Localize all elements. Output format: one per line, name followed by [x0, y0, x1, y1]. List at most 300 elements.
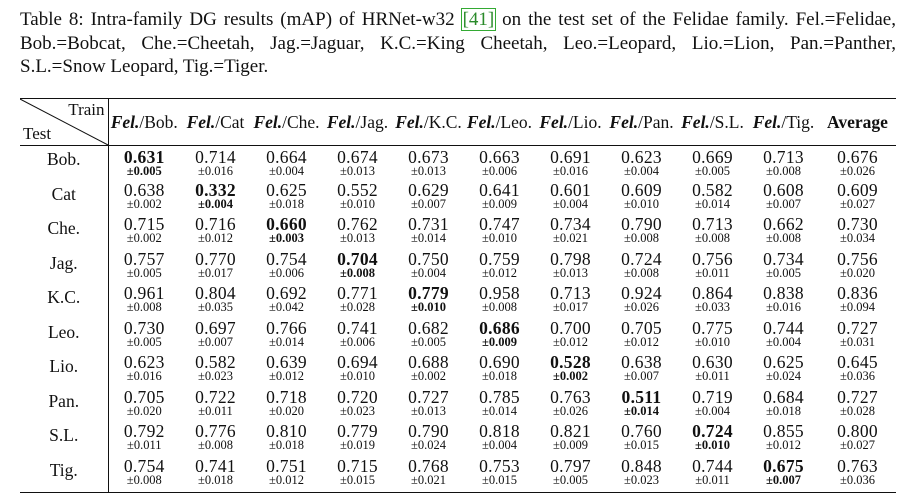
map-value: 0.779: [337, 421, 378, 441]
result-cell: [108, 179, 180, 217]
std-value: ±0.026: [624, 300, 659, 314]
result-cell: [251, 179, 322, 217]
result-cell: [322, 179, 393, 217]
std-value: ±0.009: [482, 196, 517, 211]
std-value: ±0.009: [482, 334, 517, 349]
map-value: 0.625: [763, 352, 804, 372]
map-value: 0.691: [550, 147, 591, 167]
std-value: ±0.004: [553, 196, 588, 211]
average-cell: [819, 386, 896, 424]
std-value: ±0.010: [482, 231, 517, 245]
table-caption: [20, 8, 896, 79]
result-cell: [677, 248, 748, 286]
result-cell: [251, 455, 322, 493]
map-value: 0.601: [550, 179, 591, 200]
map-value: 0.747: [479, 214, 520, 234]
std-value: ±0.008: [198, 438, 233, 452]
std-value: ±0.003: [269, 231, 304, 245]
std-value: ±0.020: [840, 265, 875, 280]
result-cell: [108, 354, 180, 389]
map-value: 0.779: [408, 283, 449, 303]
row-header: Leo.: [20, 320, 108, 355]
map-value: 0.744: [692, 455, 733, 476]
map-value: 0.663: [479, 147, 520, 167]
citation-link[interactable]: [41]: [462, 9, 495, 30]
caption-text-after: on the test set of the Felidae family. Fel.=Felidae, Bob.=Bobcat, Che.=Cheetah, Jag.=Jaguar, K.C.=King Cheetah, Leo.=Leopard, Lio.=Lion, Pan.=Panther, S.L.=Snow Leopard, Tig.=Tiger.: [20, 9, 896, 77]
result-cell: [322, 146, 393, 182]
std-value: ±0.013: [553, 265, 588, 280]
map-value: 0.552: [337, 179, 378, 200]
result-cell: [108, 248, 180, 286]
map-value: 0.924: [621, 283, 662, 303]
table-row: [20, 251, 896, 286]
map-value: 0.753: [479, 455, 520, 476]
result-cell: [251, 317, 322, 355]
col-header-average: Average: [827, 111, 888, 132]
std-value: ±0.005: [126, 164, 162, 178]
result-cell: [748, 285, 819, 320]
std-value: ±0.018: [269, 438, 304, 452]
table-row: [20, 458, 896, 493]
std-value: ±0.008: [482, 300, 517, 314]
result-cell: [535, 354, 606, 389]
result-cell: [677, 423, 748, 458]
std-value: ±0.004: [624, 164, 659, 178]
map-value: 0.800: [837, 421, 878, 441]
row-header: Pan.: [20, 389, 108, 424]
std-value: ±0.008: [766, 231, 801, 245]
std-value: ±0.004: [695, 403, 730, 418]
std-value: ±0.015: [340, 472, 375, 487]
std-value: ±0.008: [126, 300, 162, 314]
result-cell: [393, 285, 464, 320]
std-value: ±0.005: [553, 472, 588, 487]
map-value: 0.751: [266, 455, 307, 476]
std-value: ±0.013: [411, 164, 446, 178]
result-cell: [180, 248, 251, 286]
result-cell: [322, 216, 393, 251]
row-header: Cat: [20, 182, 108, 217]
std-value: ±0.017: [553, 300, 588, 314]
map-value: 0.771: [337, 283, 378, 303]
result-cell: [322, 354, 393, 389]
std-value: ±0.007: [766, 472, 801, 487]
map-value: 0.718: [266, 386, 307, 407]
map-value: 0.638: [123, 179, 165, 200]
std-value: ±0.005: [766, 265, 801, 280]
result-cell: [606, 386, 677, 424]
map-value: 0.724: [621, 248, 662, 269]
map-value: 0.785: [479, 386, 520, 407]
std-value: ±0.094: [840, 300, 875, 314]
result-cell: [464, 354, 535, 389]
map-value: 0.766: [266, 317, 307, 338]
std-value: ±0.028: [840, 403, 875, 418]
std-value: ±0.013: [411, 403, 446, 418]
std-value: ±0.008: [695, 231, 730, 245]
map-value: 0.727: [837, 386, 878, 407]
result-cell: [606, 455, 677, 493]
result-cell: [322, 248, 393, 286]
col-header-tig: Fel./Tig.: [752, 111, 815, 132]
map-value: 0.704: [337, 248, 378, 269]
map-value: 0.690: [479, 352, 520, 372]
map-value: 0.623: [123, 352, 165, 372]
result-cell: [322, 423, 393, 458]
std-value: ±0.021: [411, 472, 446, 487]
std-value: ±0.020: [126, 403, 162, 418]
std-value: ±0.024: [766, 369, 801, 383]
map-value: 0.700: [550, 317, 591, 338]
std-value: ±0.021: [553, 231, 588, 245]
std-value: ±0.035: [198, 300, 233, 314]
std-value: ±0.004: [766, 334, 801, 349]
map-value: 0.855: [763, 421, 804, 441]
map-value: 0.810: [266, 421, 307, 441]
map-value: 0.692: [266, 283, 307, 303]
std-value: ±0.008: [340, 265, 375, 280]
map-value: 0.645: [837, 352, 878, 372]
result-cell: [677, 386, 748, 424]
result-cell: [677, 146, 748, 182]
map-value: 0.776: [195, 421, 236, 441]
std-value: ±0.042: [269, 300, 304, 314]
std-value: ±0.023: [198, 369, 233, 383]
map-value: 0.763: [837, 455, 878, 476]
result-cell: [677, 354, 748, 389]
std-value: ±0.019: [340, 438, 375, 452]
std-value: ±0.007: [198, 334, 233, 349]
result-cell: [251, 216, 322, 251]
table-row: [20, 423, 896, 458]
std-value: ±0.008: [766, 164, 801, 178]
std-value: ±0.031: [840, 334, 875, 349]
caption-text-before: Table 8: Intra-family DG results (mAP) of HRNet-w32: [20, 9, 462, 30]
result-cell: [464, 386, 535, 424]
result-cell: [464, 285, 535, 320]
map-value: 0.705: [621, 317, 662, 338]
map-value: 0.705: [123, 386, 165, 407]
map-value: 0.741: [195, 455, 236, 476]
std-value: ±0.020: [269, 403, 304, 418]
std-value: ±0.007: [411, 196, 446, 211]
result-cell: [748, 179, 819, 217]
table-row: [20, 320, 896, 355]
table-row: [20, 285, 896, 320]
std-value: ±0.011: [198, 403, 233, 418]
result-cell: [464, 216, 535, 251]
std-value: ±0.012: [766, 438, 801, 452]
std-value: ±0.010: [624, 196, 659, 211]
result-cell: [677, 317, 748, 355]
std-value: ±0.005: [695, 164, 730, 178]
std-value: ±0.012: [269, 369, 304, 383]
std-value: ±0.010: [695, 334, 730, 349]
std-value: ±0.014: [411, 231, 446, 245]
map-value: 0.730: [123, 317, 165, 338]
map-value: 0.639: [266, 352, 307, 372]
map-value: 0.754: [266, 248, 307, 269]
result-cell: [393, 146, 464, 182]
std-value: ±0.011: [695, 369, 730, 383]
result-cell: [748, 354, 819, 389]
std-value: ±0.016: [126, 369, 162, 383]
std-value: ±0.026: [840, 164, 875, 178]
result-cell: [322, 285, 393, 320]
map-value: 0.716: [195, 214, 236, 234]
map-value: 0.623: [621, 147, 662, 167]
corner-header: [20, 99, 108, 146]
map-value: 0.676: [837, 147, 878, 167]
col-header-sl: Fel./S.L.: [681, 111, 744, 132]
map-value: 0.625: [266, 179, 307, 200]
map-value: 0.750: [408, 248, 449, 269]
corner-train-label: Train: [68, 100, 105, 119]
map-value: 0.804: [195, 283, 236, 303]
table-row: [20, 389, 896, 424]
table-body: [20, 146, 896, 493]
map-value: 0.775: [692, 317, 733, 338]
std-value: ±0.002: [553, 369, 588, 383]
result-cell: [180, 354, 251, 389]
row-header: K.C.: [20, 285, 108, 320]
result-cell: [748, 455, 819, 493]
result-cell: [606, 248, 677, 286]
map-value: 0.714: [195, 147, 236, 167]
col-header-leo: Fel./Leo.: [466, 111, 533, 132]
result-cell: [535, 455, 606, 493]
col-header-lio: Fel./Lio.: [539, 111, 602, 132]
map-value: 0.836: [837, 283, 878, 303]
average-cell: [819, 146, 896, 182]
result-cell: [180, 455, 251, 493]
std-value: ±0.005: [126, 265, 162, 280]
col-header-che: Fel./Che.: [253, 111, 320, 132]
std-value: ±0.012: [198, 231, 233, 245]
result-cell: [464, 146, 535, 182]
result-cell: [393, 455, 464, 493]
map-value: 0.669: [692, 147, 733, 167]
result-cell: [677, 216, 748, 251]
result-cell: [108, 386, 180, 424]
std-value: ±0.005: [411, 334, 446, 349]
result-cell: [180, 317, 251, 355]
result-cell: [535, 317, 606, 355]
std-value: ±0.006: [482, 164, 517, 178]
result-cell: [393, 179, 464, 217]
result-cell: [180, 386, 251, 424]
result-cell: [677, 285, 748, 320]
result-cell: [535, 248, 606, 286]
std-value: ±0.011: [695, 265, 730, 280]
std-value: ±0.016: [766, 300, 801, 314]
map-value: 0.792: [123, 421, 165, 441]
result-cell: [393, 216, 464, 251]
map-value: 0.511: [621, 386, 662, 407]
map-value: 0.664: [266, 147, 307, 167]
map-value: 0.582: [692, 179, 733, 200]
map-value: 0.682: [408, 317, 449, 338]
map-value: 0.608: [763, 179, 804, 200]
std-value: ±0.005: [126, 334, 162, 349]
std-value: ±0.014: [695, 196, 730, 211]
col-header-bob: Fel./Bob.: [110, 111, 178, 132]
result-cell: [606, 354, 677, 389]
map-value: 0.609: [837, 179, 878, 200]
map-value: 0.720: [337, 386, 378, 407]
result-cell: [108, 455, 180, 493]
result-cell: [393, 386, 464, 424]
result-cell: [180, 216, 251, 251]
result-cell: [606, 179, 677, 217]
col-header-pan: Fel./Pan.: [609, 111, 674, 132]
map-value: 0.756: [692, 248, 733, 269]
result-cell: [748, 317, 819, 355]
std-value: ±0.004: [411, 265, 446, 280]
std-value: ±0.007: [624, 369, 659, 383]
result-cell: [108, 285, 180, 320]
map-value: 0.731: [408, 214, 449, 234]
map-value: 0.713: [763, 147, 804, 167]
result-cell: [677, 455, 748, 493]
result-cell: [464, 248, 535, 286]
table-row: [20, 216, 896, 251]
map-value: 0.694: [337, 352, 378, 372]
result-cell: [535, 285, 606, 320]
std-value: ±0.007: [766, 196, 801, 211]
std-value: ±0.018: [198, 472, 233, 487]
result-cell: [606, 317, 677, 355]
result-cell: [393, 248, 464, 286]
result-cell: [322, 455, 393, 493]
row-header: Che.: [20, 216, 108, 251]
result-cell: [180, 423, 251, 458]
std-value: ±0.010: [411, 300, 446, 314]
map-value: 0.713: [550, 283, 591, 303]
map-value: 0.688: [408, 352, 449, 372]
map-value: 0.759: [479, 248, 520, 269]
std-value: ±0.014: [482, 403, 517, 418]
map-value: 0.744: [763, 317, 804, 338]
map-value: 0.638: [621, 352, 662, 372]
header-row: [20, 99, 896, 146]
map-value: 0.848: [621, 455, 662, 476]
std-value: ±0.028: [340, 300, 375, 314]
map-value: 0.660: [266, 214, 307, 234]
result-cell: [108, 146, 180, 182]
map-value: 0.684: [763, 386, 804, 407]
std-value: ±0.011: [126, 438, 162, 452]
std-value: ±0.018: [766, 403, 801, 418]
result-cell: [251, 285, 322, 320]
map-value: 0.641: [479, 179, 520, 200]
result-cell: [535, 216, 606, 251]
map-value: 0.582: [195, 352, 236, 372]
col-header-jag: Fel./Jag.: [326, 111, 389, 132]
map-value: 0.609: [621, 179, 662, 200]
result-cell: [180, 179, 251, 217]
result-cell: [677, 179, 748, 217]
map-value: 0.757: [123, 248, 165, 269]
row-header: Lio.: [20, 354, 108, 389]
map-value: 0.631: [123, 147, 165, 167]
std-value: ±0.027: [840, 196, 875, 211]
map-value: 0.754: [123, 455, 165, 476]
map-value: 0.727: [837, 317, 878, 338]
result-cell: [464, 317, 535, 355]
std-value: ±0.034: [840, 231, 875, 245]
result-cell: [108, 317, 180, 355]
std-value: ±0.015: [624, 438, 659, 452]
map-value: 0.818: [479, 421, 520, 441]
map-value: 0.770: [195, 248, 236, 269]
result-cell: [251, 248, 322, 286]
map-value: 0.734: [763, 248, 804, 269]
map-value: 0.958: [479, 283, 520, 303]
col-header-kc: Fel./K.C.: [395, 111, 462, 132]
map-value: 0.722: [195, 386, 236, 407]
std-value: ±0.033: [695, 300, 730, 314]
map-value: 0.715: [123, 214, 165, 234]
result-cell: [393, 423, 464, 458]
map-value: 0.629: [408, 179, 449, 200]
std-value: ±0.002: [126, 231, 162, 245]
result-cell: [393, 354, 464, 389]
result-cell: [251, 146, 322, 182]
std-value: ±0.010: [695, 438, 730, 452]
map-value: 0.719: [692, 386, 733, 407]
map-value: 0.528: [550, 352, 591, 372]
result-cell: [748, 248, 819, 286]
map-value: 0.961: [123, 283, 165, 303]
std-value: ±0.014: [269, 334, 304, 349]
average-cell: [819, 455, 896, 493]
map-value: 0.763: [550, 386, 591, 407]
map-value: 0.730: [837, 214, 878, 234]
std-value: ±0.010: [340, 369, 375, 383]
map-value: 0.713: [692, 214, 733, 234]
table-row: [20, 354, 896, 389]
std-value: ±0.012: [269, 472, 304, 487]
result-cell: [748, 423, 819, 458]
average-cell: [819, 179, 896, 217]
col-header-cat: Fel./Cat: [186, 111, 245, 132]
std-value: ±0.023: [624, 472, 659, 487]
row-header: Tig.: [20, 458, 108, 493]
result-cell: [108, 216, 180, 251]
map-value: 0.674: [337, 147, 378, 167]
result-cell: [606, 216, 677, 251]
row-header: S.L.: [20, 423, 108, 458]
std-value: ±0.018: [269, 196, 304, 211]
results-table: [20, 98, 896, 493]
map-value: 0.630: [692, 352, 733, 372]
result-cell: [535, 386, 606, 424]
std-value: ±0.006: [340, 334, 375, 349]
std-value: ±0.027: [840, 438, 875, 452]
std-value: ±0.010: [340, 196, 375, 211]
std-value: ±0.013: [340, 164, 375, 178]
std-value: ±0.023: [340, 403, 375, 418]
average-cell: [819, 216, 896, 251]
std-value: ±0.017: [198, 265, 233, 280]
std-value: ±0.004: [482, 438, 517, 452]
result-cell: [606, 146, 677, 182]
average-cell: [819, 423, 896, 458]
result-cell: [748, 386, 819, 424]
std-value: ±0.013: [340, 231, 375, 245]
result-cell: [535, 146, 606, 182]
